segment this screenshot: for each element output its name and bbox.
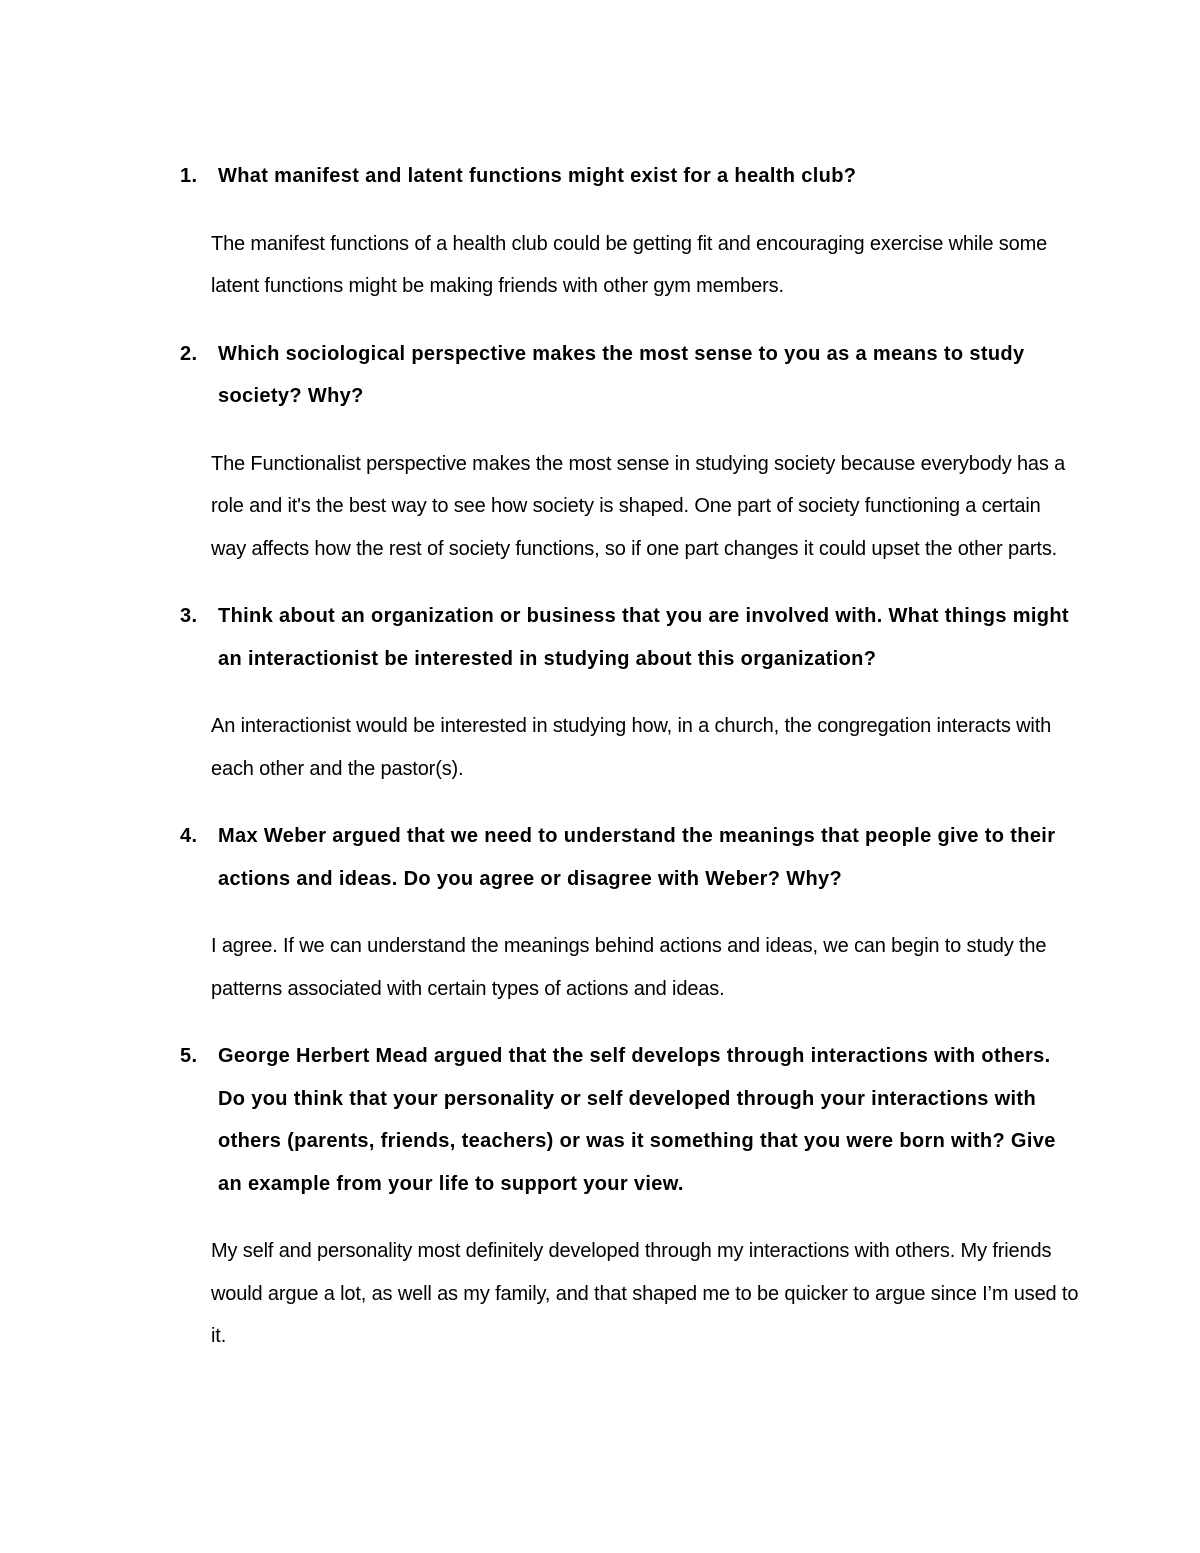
question (180, 1035, 1080, 1205)
question-number: 4. (180, 825, 198, 847)
question-number: 1. (180, 165, 198, 187)
qa-item (180, 333, 1080, 571)
question (180, 155, 1080, 198)
question-text: Which sociological perspective makes the most sense to you as a means to study society? Why? (218, 342, 1025, 407)
answer-text: The Functionalist perspective makes the most sense in studying society because everybody has a role and it's the best way to see how society is shaped. One part of society functioning a certain way affects how the rest of society functions, so if one part changes it could upset the other parts. (211, 452, 1066, 560)
question (180, 333, 1080, 418)
answer-text: My self and personality most definitely developed through my interactions with others. My friends would argue a lot, as well as my family, and that shaped me to be quicker to argue since I’m used to it. (211, 1240, 1079, 1347)
qa-item (180, 155, 1080, 308)
qa-item (180, 815, 1080, 1010)
question-number: 2. (180, 342, 198, 365)
qa-item (180, 1035, 1080, 1358)
question-text: George Herbert Mead argued that the self develops through interactions with others. Do you think that your personality or self developed through your interactions with others (parents, friends, teachers) or was it something that you were born with? Give an example from your life to support your view. (218, 1045, 1056, 1195)
question (180, 815, 1080, 900)
qa-item (180, 595, 1080, 790)
question-text: What manifest and latent functions might exist for a health club? (218, 165, 857, 187)
answer-text: An interactionist would be interested in studying how, in a church, the congregation interacts with each other and the pastor(s). (211, 715, 1052, 780)
question-number: 5. (180, 1045, 198, 1067)
question-answer-list (180, 155, 1080, 1358)
question (180, 595, 1080, 680)
question-number: 3. (180, 605, 198, 627)
question-text: Max Weber argued that we need to understand the meanings that people give to their actions and ideas. Do you agree or disagree with Weber? Why? (218, 825, 1056, 890)
answer-text: I agree. If we can understand the meanings behind actions and ideas, we can begin to study the patterns associated with certain types of actions and ideas. (211, 935, 1047, 1000)
answer-text: The manifest functions of a health club could be getting fit and encouraging exercise while some latent functions might be making friends with other gym members. (211, 232, 1048, 297)
question-text: Think about an organization or business that you are involved with. What things might an interactionist be interested in studying about this organization? (218, 605, 1069, 670)
